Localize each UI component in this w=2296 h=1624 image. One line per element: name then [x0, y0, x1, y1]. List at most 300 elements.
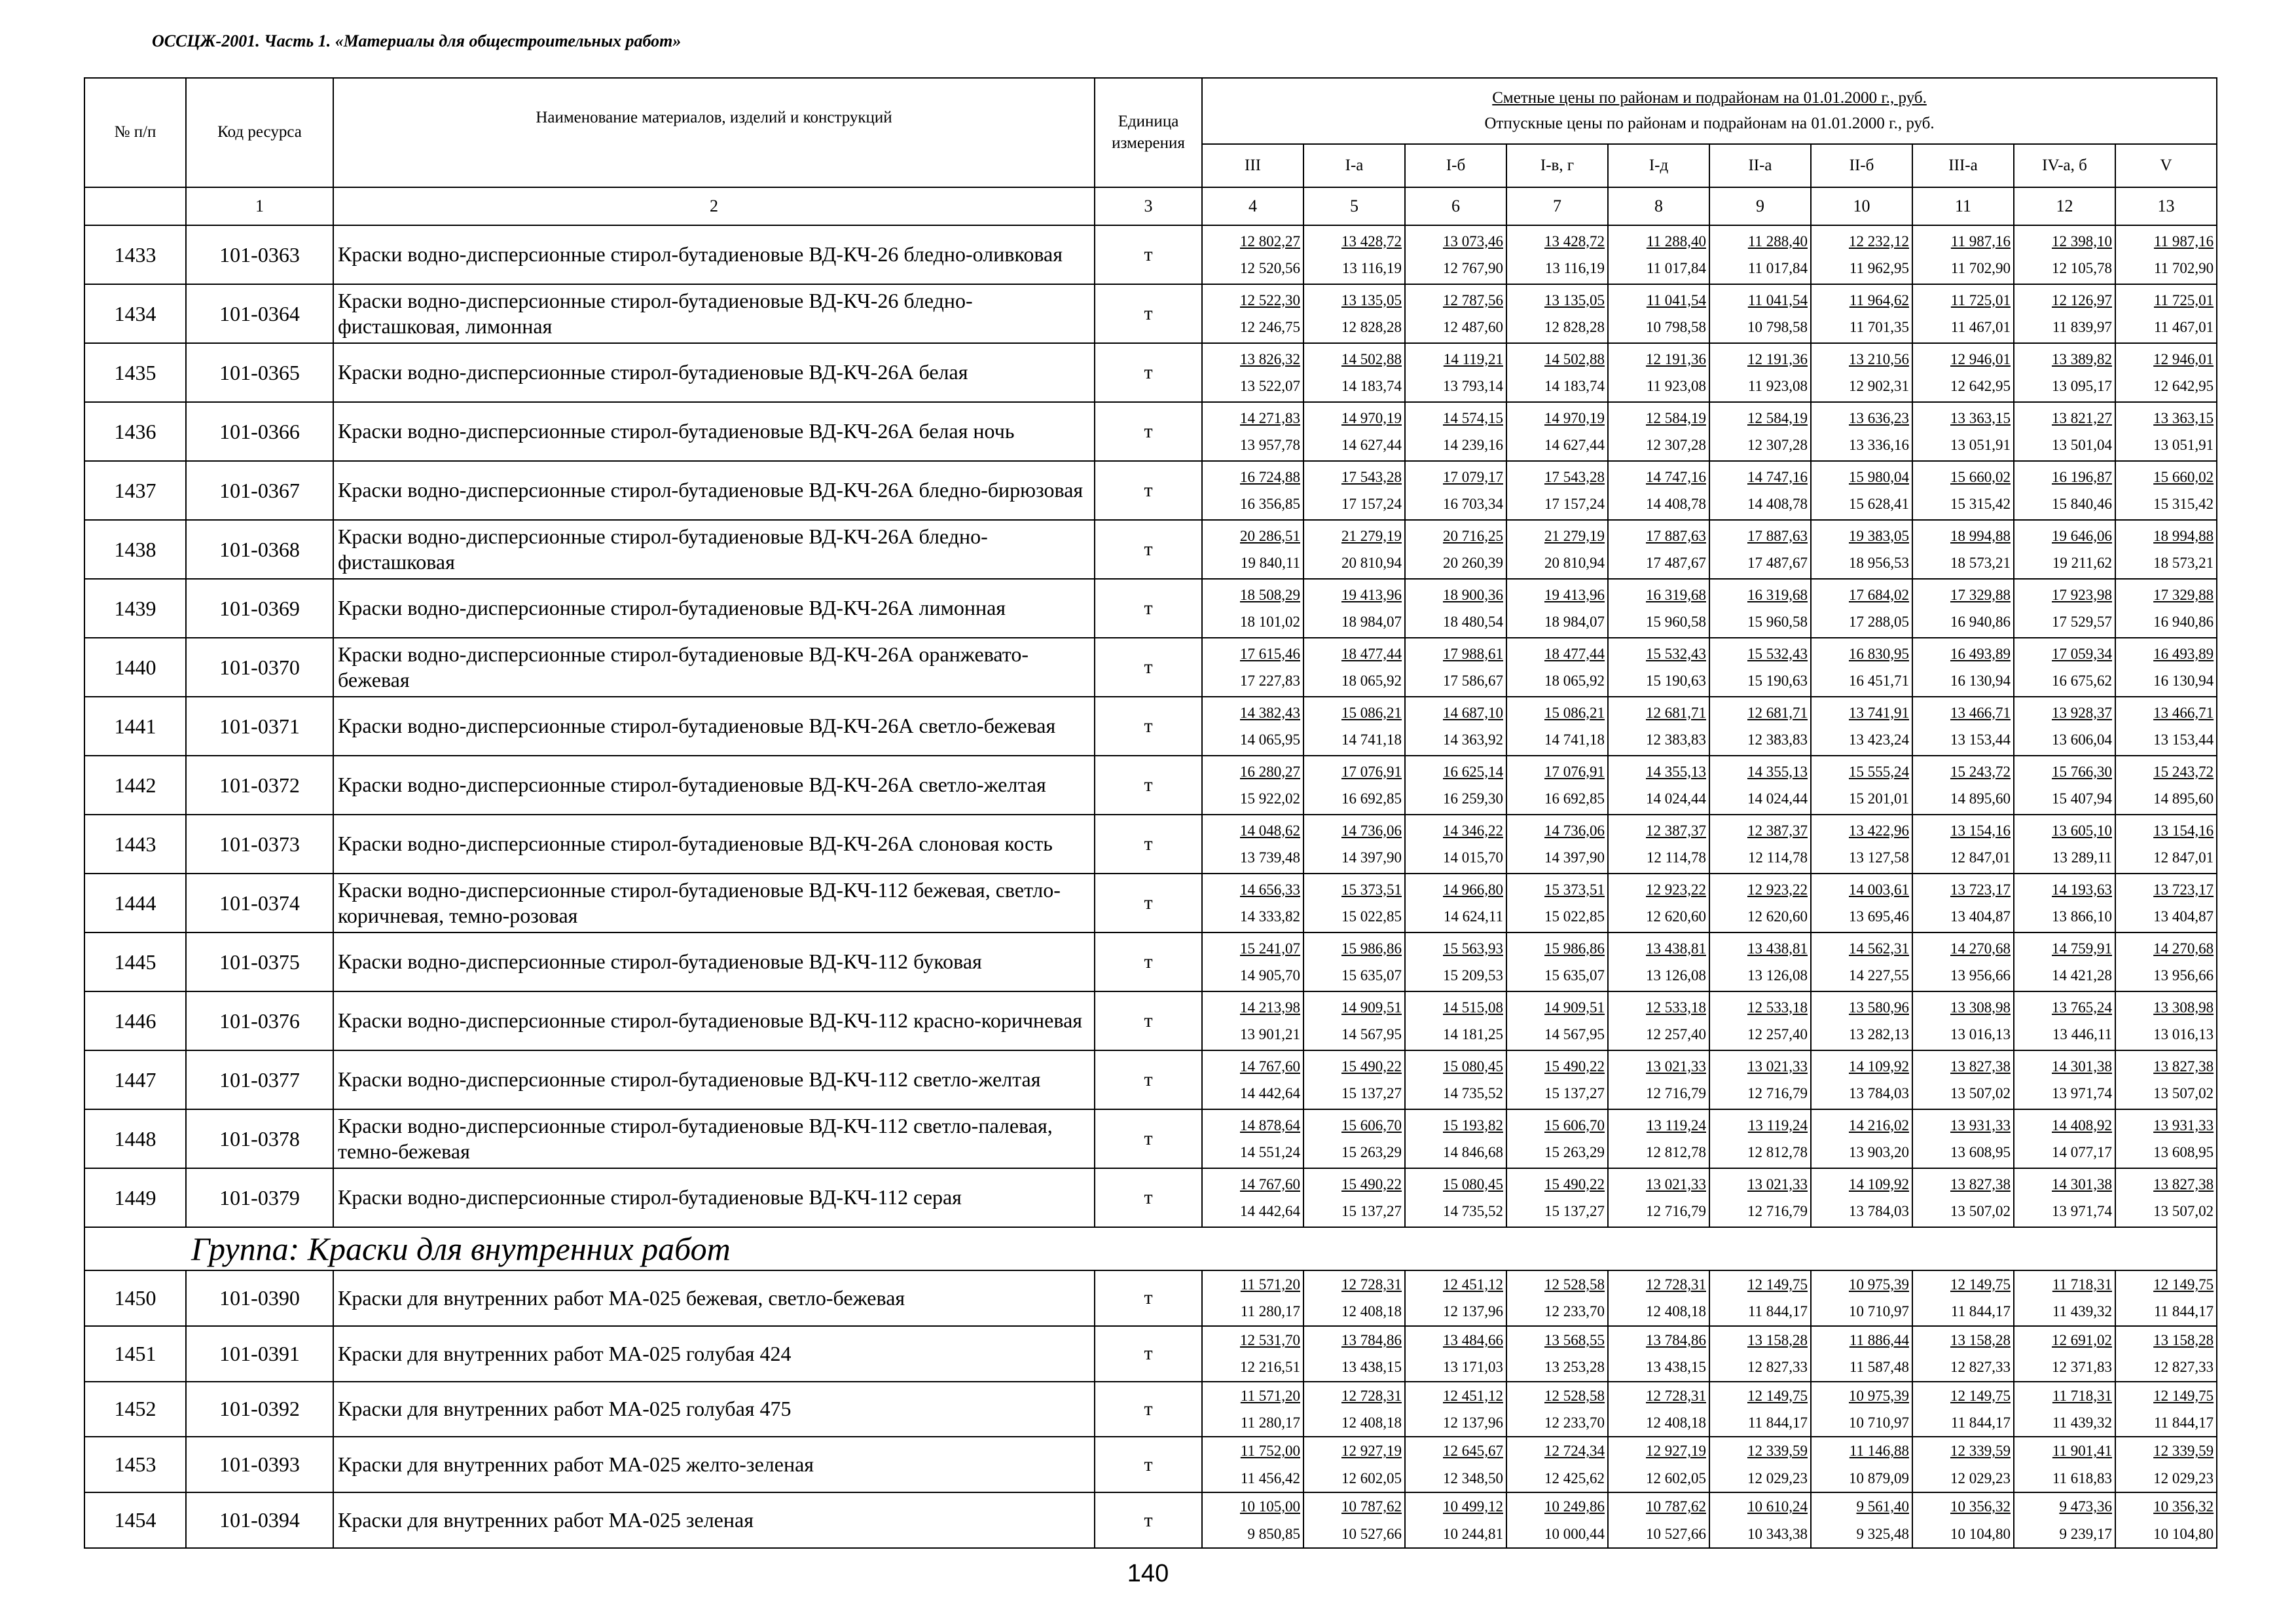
- price-cell: [1608, 1326, 1709, 1382]
- price-cell: [2014, 874, 2115, 932]
- estimated-price: 14 656,33: [1240, 881, 1300, 898]
- price-cell: [1202, 815, 1303, 874]
- price-cell: [1608, 1168, 1709, 1227]
- price-cell: [1709, 284, 1811, 343]
- unit-of-measure: т: [1095, 520, 1202, 579]
- estimated-price: 13 158,28: [1747, 1331, 1808, 1348]
- estimated-price: 12 946,01: [1950, 350, 2011, 367]
- release-price: 16 692,85: [1544, 790, 1605, 807]
- price-cell: [1709, 1270, 1811, 1326]
- price-cell: [1405, 1270, 1506, 1326]
- price-cell: [1912, 815, 2014, 874]
- price-cell: [2115, 815, 2217, 874]
- release-price: 15 137,27: [1544, 1085, 1605, 1101]
- estimated-price: 14 270,68: [1950, 940, 2011, 957]
- estimated-price: 17 684,02: [1849, 586, 1909, 603]
- estimated-price: 18 477,44: [1544, 645, 1605, 662]
- price-cell: [1608, 343, 1709, 402]
- estimated-price: 12 923,22: [1646, 881, 1706, 898]
- estimated-price: 14 909,51: [1544, 999, 1605, 1016]
- estimated-price: 11 718,31: [2052, 1387, 2112, 1404]
- estimated-price: 10 105,00: [1240, 1498, 1300, 1515]
- price-cell: [1303, 932, 1405, 991]
- column-number: 7: [1506, 187, 1608, 225]
- price-cell: [1608, 1050, 1709, 1109]
- estimated-price: 14 408,92: [2052, 1116, 2112, 1134]
- price-cell: [1303, 1492, 1405, 1548]
- column-number: 5: [1303, 187, 1405, 225]
- price-cell: [1608, 225, 1709, 284]
- price-cell: [1608, 461, 1709, 520]
- resource-code: 101-0390: [186, 1270, 333, 1326]
- estimated-price: 12 724,34: [1544, 1443, 1605, 1460]
- price-cell: [1506, 1270, 1608, 1326]
- estimated-price: 12 149,75: [1950, 1276, 2011, 1293]
- material-name: Краски для внутренних работ МА-025 голубая 475: [333, 1382, 1095, 1437]
- release-price: 11 923,08: [1646, 378, 1706, 394]
- estimated-price: 12 923,22: [1747, 881, 1808, 898]
- price-cell: [1608, 638, 1709, 697]
- price-cell: [1405, 461, 1506, 520]
- resource-code: 101-0363: [186, 225, 333, 284]
- release-price: 12 246,75: [1240, 319, 1300, 335]
- estimated-price: 15 606,70: [1544, 1116, 1605, 1134]
- header-region: I-а: [1303, 144, 1405, 187]
- unit-of-measure: т: [1095, 1437, 1202, 1492]
- estimated-price: 15 086,21: [1341, 704, 1402, 721]
- price-cell: [2115, 520, 2217, 579]
- release-price: 16 675,62: [2052, 673, 2112, 689]
- estimated-price: 13 428,72: [1341, 232, 1402, 249]
- estimated-price: 14 878,64: [1240, 1116, 1300, 1134]
- estimated-price: 13 928,37: [2052, 704, 2112, 721]
- price-cell: [1709, 1050, 1811, 1109]
- unit-of-measure: т: [1095, 638, 1202, 697]
- price-cell: [1709, 815, 1811, 874]
- estimated-price: 14 502,88: [1341, 350, 1402, 367]
- release-price: 10 527,66: [1341, 1525, 1402, 1542]
- estimated-price: 11 725,01: [1950, 291, 2011, 308]
- estimated-price: 10 356,32: [2153, 1498, 2214, 1515]
- estimated-price: 13 580,96: [1849, 999, 1909, 1016]
- price-cell: [2014, 225, 2115, 284]
- unit-of-measure: т: [1095, 461, 1202, 520]
- material-name: Краски водно-дисперсионные стирол-бутадиеновые ВД-КЧ-26А бледно-фисташковая: [333, 520, 1095, 579]
- estimated-price: 15 373,51: [1341, 881, 1402, 898]
- estimated-price: 13 821,27: [2052, 409, 2112, 426]
- price-cell: [1608, 1437, 1709, 1492]
- price-cell: [1709, 1168, 1811, 1227]
- header-num: № п/п: [84, 78, 186, 187]
- price-cell: [1912, 1270, 2014, 1326]
- price-cell: [1202, 1109, 1303, 1168]
- release-price: 11 839,97: [2052, 319, 2112, 335]
- estimated-price: 14 736,06: [1544, 822, 1605, 839]
- unit-of-measure: т: [1095, 402, 1202, 461]
- release-price: 12 029,23: [1747, 1469, 1808, 1486]
- estimated-price: 14 355,13: [1646, 763, 1706, 780]
- release-price: 11 017,84: [1646, 260, 1706, 276]
- price-cell: [1912, 1109, 2014, 1168]
- estimated-price: 15 766,30: [2052, 763, 2112, 780]
- estimated-price: 19 413,96: [1544, 586, 1605, 603]
- estimated-price: 12 387,37: [1747, 822, 1808, 839]
- price-cell: [1709, 1492, 1811, 1548]
- table-row: [84, 1492, 2217, 1548]
- release-price: 18 984,07: [1341, 614, 1402, 630]
- release-price: 18 984,07: [1544, 614, 1605, 630]
- price-cell: [2014, 579, 2115, 638]
- release-price: 10 710,97: [1849, 1303, 1909, 1320]
- release-price: 16 940,86: [2153, 614, 2214, 630]
- price-cell: [2115, 1168, 2217, 1227]
- price-cell: [1303, 579, 1405, 638]
- price-cell: [1811, 1168, 1912, 1227]
- price-cell: [1608, 932, 1709, 991]
- estimated-price: 17 059,34: [2052, 645, 2112, 662]
- estimated-price: 9 561,40: [1856, 1498, 1909, 1515]
- table-row: [84, 1050, 2217, 1109]
- price-cell: [2014, 1050, 2115, 1109]
- release-price: 14 024,44: [1646, 790, 1706, 807]
- release-price: 10 527,66: [1646, 1525, 1706, 1542]
- resource-code: 101-0371: [186, 697, 333, 756]
- estimated-price: 11 725,01: [2153, 291, 2214, 308]
- price-cell: [2014, 402, 2115, 461]
- estimated-price: 18 994,88: [2153, 527, 2214, 544]
- release-price: 17 487,67: [1646, 555, 1706, 571]
- release-price: 12 847,01: [2153, 849, 2214, 866]
- price-cell: [1912, 991, 2014, 1050]
- estimated-price: 14 003,61: [1849, 881, 1909, 898]
- estimated-price: 14 502,88: [1544, 350, 1605, 367]
- resource-code: 101-0372: [186, 756, 333, 815]
- price-cell: [1912, 1492, 2014, 1548]
- estimated-price: 11 987,16: [1950, 232, 2011, 249]
- estimated-price: 13 931,33: [2153, 1116, 2214, 1134]
- release-price: 11 844,17: [1950, 1414, 2011, 1431]
- estimated-price: 13 119,24: [1646, 1116, 1706, 1134]
- estimated-price: 13 308,98: [1950, 999, 2011, 1016]
- release-price: 15 840,46: [2052, 496, 2112, 512]
- price-cell: [1405, 638, 1506, 697]
- estimated-price: 12 126,97: [2052, 291, 2112, 308]
- estimated-price: 12 398,10: [2052, 232, 2112, 249]
- price-cell: [1811, 461, 1912, 520]
- price-cell: [1202, 1270, 1303, 1326]
- resource-code: 101-0378: [186, 1109, 333, 1168]
- estimated-price: 12 533,18: [1747, 999, 1808, 1016]
- estimated-price: 13 389,82: [2052, 350, 2112, 367]
- release-price: 17 227,83: [1240, 673, 1300, 689]
- price-cell: [2115, 225, 2217, 284]
- material-name: Краски водно-дисперсионные стирол-бутадиеновые ВД-КЧ-26А светло-желтая: [333, 756, 1095, 815]
- column-number: 12: [2014, 187, 2115, 225]
- price-cell: [1303, 520, 1405, 579]
- price-cell: [1303, 461, 1405, 520]
- estimated-price: 11 041,54: [1646, 291, 1706, 308]
- material-name: Краски водно-дисперсионные стирол-бутадиеновые ВД-КЧ-112 буковая: [333, 932, 1095, 991]
- estimated-price: 15 490,22: [1544, 1175, 1605, 1192]
- price-cell: [1912, 1326, 2014, 1382]
- price-cell: [2014, 1168, 2115, 1227]
- row-number: 1454: [84, 1492, 186, 1548]
- price-cell: [2014, 1326, 2115, 1382]
- price-cell: [2115, 284, 2217, 343]
- estimated-price: 12 528,58: [1544, 1276, 1605, 1293]
- price-cell: [1709, 579, 1811, 638]
- price-cell: [2014, 1437, 2115, 1492]
- release-price: 18 101,02: [1240, 614, 1300, 630]
- price-cell: [1303, 1382, 1405, 1437]
- material-name: Краски водно-дисперсионные стирол-бутадиеновые ВД-КЧ-26А белая: [333, 343, 1095, 402]
- release-price: 14 183,74: [1544, 378, 1605, 394]
- release-price: 10 798,58: [1747, 319, 1808, 335]
- estimated-price: 13 605,10: [2052, 822, 2112, 839]
- estimated-price: 12 387,37: [1646, 822, 1706, 839]
- estimated-price: 12 927,19: [1646, 1443, 1706, 1460]
- release-price: 13 784,03: [1849, 1203, 1909, 1219]
- release-price: 13 446,11: [2052, 1026, 2112, 1043]
- release-price: 11 844,17: [1747, 1303, 1808, 1320]
- unit-of-measure: т: [1095, 225, 1202, 284]
- table-row: [84, 697, 2217, 756]
- price-cell: [1709, 520, 1811, 579]
- release-price: 14 408,78: [1646, 496, 1706, 512]
- price-cell: [1202, 1168, 1303, 1227]
- estimated-price: 14 562,31: [1849, 940, 1909, 957]
- price-cell: [1303, 638, 1405, 697]
- release-price: 17 586,67: [1443, 673, 1503, 689]
- estimated-price: 17 076,91: [1341, 763, 1402, 780]
- release-price: 14 551,24: [1240, 1144, 1300, 1160]
- resource-code: 101-0391: [186, 1326, 333, 1382]
- unit-of-measure: т: [1095, 697, 1202, 756]
- row-number: 1448: [84, 1109, 186, 1168]
- estimated-price: 13 158,28: [1950, 1331, 2011, 1348]
- release-price: 13 608,95: [2153, 1144, 2214, 1160]
- release-price: 12 105,78: [2052, 260, 2112, 276]
- release-price: 14 846,68: [1443, 1144, 1503, 1160]
- price-cell: [2014, 520, 2115, 579]
- release-price: 13 438,15: [1341, 1359, 1402, 1376]
- unit-of-measure: т: [1095, 1492, 1202, 1548]
- material-name: Краски водно-дисперсионные стирол-бутадиеновые ВД-КЧ-112 бежевая, светло-коричневая, темно-розовая: [333, 874, 1095, 932]
- header-unit: Единица измерения: [1095, 78, 1202, 187]
- release-price: 13 606,04: [2052, 731, 2112, 748]
- price-cell: [1202, 874, 1303, 932]
- header-name: Наименование материалов, изделий и конструкций: [333, 78, 1095, 187]
- estimated-price: 15 980,04: [1849, 468, 1909, 485]
- table-row: [84, 1168, 2217, 1227]
- estimated-price: 21 279,19: [1341, 527, 1402, 544]
- price-cell: [2115, 343, 2217, 402]
- estimated-price: 12 728,31: [1341, 1276, 1402, 1293]
- release-price: 13 116,19: [1544, 260, 1605, 276]
- estimated-price: 13 466,71: [2153, 704, 2214, 721]
- resource-code: 101-0373: [186, 815, 333, 874]
- release-price: 14 227,55: [1849, 967, 1909, 984]
- row-number: 1442: [84, 756, 186, 815]
- estimated-price: 13 154,16: [2153, 822, 2214, 839]
- estimated-price: 14 301,38: [2052, 1058, 2112, 1075]
- estimated-price: 12 946,01: [2153, 350, 2214, 367]
- estimated-price: 15 373,51: [1544, 881, 1605, 898]
- table-row: [84, 991, 2217, 1050]
- release-price: 16 130,94: [1950, 673, 2011, 689]
- release-price: 13 739,48: [1240, 849, 1300, 866]
- price-cell: [1811, 874, 1912, 932]
- price-cell: [1405, 991, 1506, 1050]
- release-price: 11 280,17: [1240, 1414, 1300, 1431]
- price-cell: [1608, 874, 1709, 932]
- price-cell: [1811, 1109, 1912, 1168]
- estimated-price: 14 736,06: [1341, 822, 1402, 839]
- estimated-price: 14 759,91: [2052, 940, 2112, 957]
- release-price: 15 407,94: [2052, 790, 2112, 807]
- release-price: 19 840,11: [1240, 555, 1300, 571]
- release-price: 10 244,81: [1443, 1525, 1503, 1542]
- release-price: 13 784,03: [1849, 1085, 1909, 1101]
- estimated-price: 14 355,13: [1747, 763, 1808, 780]
- material-name: Краски водно-дисперсионные стирол-бутадиеновые ВД-КЧ-26А светло-бежевая: [333, 697, 1095, 756]
- row-number: 1452: [84, 1382, 186, 1437]
- estimated-price: 15 532,43: [1646, 645, 1706, 662]
- estimated-price: 12 584,19: [1747, 409, 1808, 426]
- estimated-price: 11 146,88: [1849, 1443, 1909, 1460]
- release-price: 13 438,15: [1646, 1359, 1706, 1376]
- estimated-price: 13 484,66: [1443, 1331, 1503, 1348]
- price-cell: [1506, 343, 1608, 402]
- estimated-price: 13 021,33: [1747, 1175, 1808, 1192]
- estimated-price: 19 383,05: [1849, 527, 1909, 544]
- estimated-price: 17 076,91: [1544, 763, 1605, 780]
- estimated-price: 13 210,56: [1849, 350, 1909, 367]
- material-name: Краски водно-дисперсионные стирол-бутадиеновые ВД-КЧ-112 светло-желтая: [333, 1050, 1095, 1109]
- release-price: 13 095,17: [2052, 378, 2112, 394]
- release-price: 13 171,03: [1443, 1359, 1503, 1376]
- table-row: [84, 815, 2217, 874]
- release-price: 12 642,95: [1950, 378, 2011, 394]
- release-price: 13 507,02: [2153, 1085, 2214, 1101]
- release-price: 11 844,17: [2153, 1303, 2214, 1320]
- release-price: 11 456,42: [1240, 1469, 1300, 1486]
- estimated-price: 17 887,63: [1747, 527, 1808, 544]
- estimated-price: 15 490,22: [1341, 1058, 1402, 1075]
- header-region: IV-а, б: [2014, 144, 2115, 187]
- estimated-price: 12 149,75: [2153, 1387, 2214, 1404]
- price-cell: [1912, 520, 2014, 579]
- estimated-price: 12 691,02: [2052, 1331, 2112, 1348]
- unit-of-measure: т: [1095, 991, 1202, 1050]
- release-price: 13 404,87: [1950, 908, 2011, 925]
- price-cell: [1709, 402, 1811, 461]
- price-cell: [1608, 1382, 1709, 1437]
- price-cell: [1506, 1492, 1608, 1548]
- price-cell: [2115, 1326, 2217, 1382]
- estimated-price: 16 319,68: [1747, 586, 1808, 603]
- estimated-price: 15 243,72: [1950, 763, 2011, 780]
- price-cell: [1405, 1382, 1506, 1437]
- release-price: 12 828,28: [1544, 319, 1605, 335]
- estimated-price: 13 568,55: [1544, 1331, 1605, 1348]
- price-cell: [1303, 1326, 1405, 1382]
- estimated-price: 13 422,96: [1849, 822, 1909, 839]
- material-name: Краски водно-дисперсионные стирол-бутадиеновые ВД-КЧ-112 красно-коричневая: [333, 991, 1095, 1050]
- price-cell: [1202, 1492, 1303, 1548]
- price-cell: [1608, 1109, 1709, 1168]
- estimated-price: 15 532,43: [1747, 645, 1808, 662]
- estimated-price: 15 241,07: [1240, 940, 1300, 957]
- estimated-price: 13 158,28: [2153, 1331, 2214, 1348]
- price-cell: [1506, 1109, 1608, 1168]
- estimated-price: 19 413,96: [1341, 586, 1402, 603]
- estimated-price: 14 216,02: [1849, 1116, 1909, 1134]
- unit-of-measure: т: [1095, 756, 1202, 815]
- release-price: 14 741,18: [1341, 731, 1402, 748]
- release-price: 12 828,28: [1341, 319, 1402, 335]
- price-cell: [1202, 520, 1303, 579]
- row-number: 1451: [84, 1326, 186, 1382]
- table-row: [84, 225, 2217, 284]
- price-cell: [2115, 1382, 2217, 1437]
- estimated-price: 17 329,88: [2153, 586, 2214, 603]
- release-price: 14 421,28: [2052, 967, 2112, 984]
- price-cell: [2115, 1270, 2217, 1326]
- release-price: 12 812,78: [1747, 1144, 1808, 1160]
- estimated-price: 17 923,98: [2052, 586, 2112, 603]
- estimated-price: 12 191,36: [1747, 350, 1808, 367]
- price-cell: [1202, 1050, 1303, 1109]
- price-cell: [1202, 1437, 1303, 1492]
- estimated-price: 11 041,54: [1747, 291, 1808, 308]
- release-price: 14 181,25: [1443, 1026, 1503, 1043]
- estimated-price: 15 080,45: [1443, 1058, 1503, 1075]
- release-price: 15 201,01: [1849, 790, 1909, 807]
- column-number: [84, 187, 186, 225]
- row-number: 1443: [84, 815, 186, 874]
- material-name: Краски водно-дисперсионные стирол-бутадиеновые ВД-КЧ-26А оранжевато-бежевая: [333, 638, 1095, 697]
- price-cell: [1811, 1492, 1912, 1548]
- estimated-price: 14 767,60: [1240, 1175, 1300, 1192]
- estimated-price: 14 109,92: [1849, 1175, 1909, 1192]
- estimated-price: 11 571,20: [1240, 1276, 1300, 1293]
- price-cell: [1202, 579, 1303, 638]
- price-cell: [1303, 284, 1405, 343]
- price-cell: [1405, 874, 1506, 932]
- release-price: 12 137,96: [1443, 1303, 1503, 1320]
- estimated-price: 19 646,06: [2052, 527, 2112, 544]
- price-cell: [2014, 1492, 2115, 1548]
- estimated-price: 13 135,05: [1341, 291, 1402, 308]
- estimated-price: 12 584,19: [1646, 409, 1706, 426]
- release-price: 13 901,21: [1240, 1026, 1300, 1043]
- material-name: Краски водно-дисперсионные стирол-бутадиеновые ВД-КЧ-26А бледно-бирюзовая: [333, 461, 1095, 520]
- price-cell: [1709, 1382, 1811, 1437]
- release-price: 12 847,01: [1950, 849, 2011, 866]
- release-price: 11 587,48: [1849, 1359, 1909, 1376]
- release-price: 12 716,79: [1646, 1203, 1706, 1219]
- price-cell: [1608, 520, 1709, 579]
- price-cell: [2014, 638, 2115, 697]
- price-cell: [1912, 1050, 2014, 1109]
- row-number: 1436: [84, 402, 186, 461]
- table-row: [84, 932, 2217, 991]
- price-cell: [1405, 1050, 1506, 1109]
- release-price: 17 288,05: [1849, 614, 1909, 630]
- release-price: 20 810,94: [1544, 555, 1605, 571]
- table-row: [84, 461, 2217, 520]
